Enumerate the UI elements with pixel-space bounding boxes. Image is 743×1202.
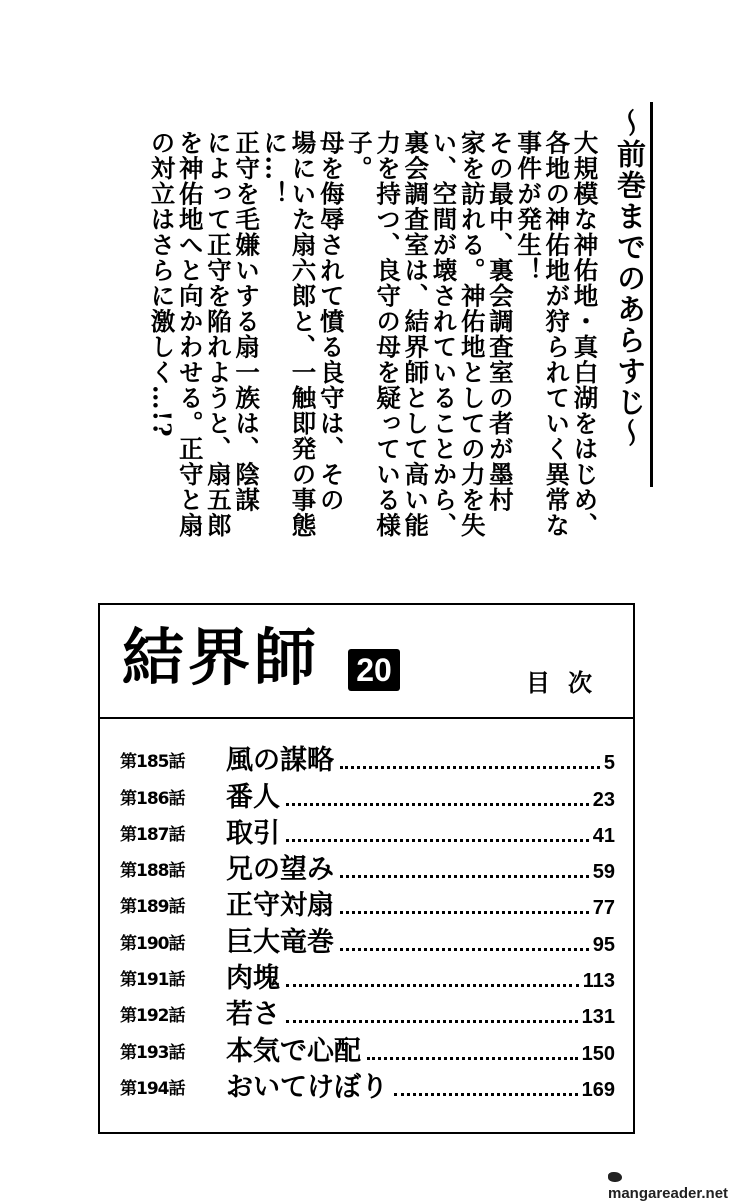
chapter-list (120, 740, 615, 1103)
chapter-title: 番人 (226, 781, 280, 813)
chapter-page: 23 (592, 788, 615, 811)
synopsis-line: を神佑地へと向かわせる。正守と扇 (175, 130, 205, 538)
dot-leader (340, 911, 589, 914)
watermark (608, 1168, 743, 1202)
chapter-title: 風の謀略 (226, 745, 334, 777)
synopsis-line: い、空間が壊されていることから、 (429, 130, 459, 538)
chapter-title: おいてけぼり (226, 1071, 388, 1103)
chapter-title: 巨大竜巻 (226, 926, 334, 958)
chapter-title: 取引 (226, 817, 280, 849)
chapter-row (120, 1067, 615, 1103)
dot-leader (340, 875, 589, 878)
synopsis-line: その最中、裏会調査室の者が墨村 (485, 130, 515, 513)
series-title: 結界師 (122, 621, 321, 694)
dot-leader (286, 984, 579, 987)
synopsis-line: 裏会調査室は、結界師として高い能 (401, 130, 431, 538)
chapter-row (120, 740, 615, 776)
synopsis-line: 各地の神佑地が狩られていく異常な (542, 130, 572, 538)
chapter-number: 第194話 (120, 1078, 185, 1099)
chapter-number: 第186話 (120, 788, 185, 809)
chapter-page: 131 (581, 1006, 615, 1029)
synopsis-line: 場にいた扇六郎と、一触即発の事態 (288, 130, 318, 538)
synopsis-line: の対立はさらに激しく…!? (147, 130, 177, 438)
synopsis-line: 大規模な神佑地・真白湖をはじめ、 (570, 130, 600, 538)
synopsis-line: 正守を毛嫌いする扇一族は、陰謀 (232, 130, 262, 513)
chapter-page: 5 (603, 752, 615, 775)
chapter-number: 第185話 (120, 752, 185, 773)
dot-leader (286, 803, 589, 806)
chapter-number: 第190話 (120, 933, 185, 954)
chapter-title: 本気で心配 (226, 1035, 361, 1067)
chapter-row (120, 813, 615, 849)
chapter-page: 169 (581, 1078, 615, 1101)
chapter-row (120, 958, 615, 994)
chapter-page: 59 (592, 861, 615, 884)
chapter-page: 41 (592, 824, 615, 847)
chapter-number: 第187話 (120, 824, 185, 845)
chapter-row (120, 885, 615, 921)
synopsis-line: 子。 (344, 130, 374, 181)
table-of-contents (98, 603, 635, 1134)
chapter-title: 兄の望み (226, 854, 334, 886)
dot-leader (340, 948, 589, 951)
synopsis-line: 母を侮辱されて憤る良守は、その (316, 130, 346, 513)
synopsis-line: 力を持つ、良守の母を疑っている様 (373, 130, 403, 538)
chapter-number: 第189話 (120, 897, 185, 918)
synopsis-line: によって正守を陥れようと、扇五郎 (203, 130, 233, 538)
watermark-logo-icon (608, 1172, 622, 1182)
chapter-title: 正守対扇 (226, 890, 334, 922)
chapter-row (120, 994, 615, 1030)
synopsis-line: 事件が発生！ (514, 130, 544, 283)
chapter-row (120, 776, 615, 812)
watermark-text: mangareader.net (608, 1185, 729, 1202)
synopsis-section (147, 100, 655, 538)
chapter-number: 第191話 (120, 970, 185, 991)
chapter-page: 95 (592, 933, 615, 956)
chapter-page: 77 (592, 897, 615, 920)
chapter-number: 第188話 (120, 861, 185, 882)
chapter-row (120, 1030, 615, 1066)
contents-label: 目次 (526, 669, 610, 697)
dot-leader (286, 1020, 578, 1023)
dot-leader (394, 1093, 578, 1096)
chapter-page: 150 (581, 1042, 615, 1065)
synopsis-heading: ～前巻までのあらすじ～ (613, 108, 647, 449)
chapter-number: 第193話 (120, 1042, 185, 1063)
toc-divider (100, 717, 633, 719)
dot-leader (340, 766, 600, 769)
chapter-title: 若さ (226, 999, 280, 1031)
synopsis-line: 家を訪れる。神佑地としての力を失 (457, 130, 487, 538)
volume-badge: 20 (348, 649, 400, 691)
chapter-row (120, 921, 615, 957)
chapter-number: 第192話 (120, 1006, 185, 1027)
chapter-title: 肉塊 (226, 963, 280, 995)
chapter-row (120, 849, 615, 885)
dot-leader (286, 839, 589, 842)
chapter-page: 113 (582, 970, 615, 993)
dot-leader (367, 1057, 578, 1060)
synopsis-line: に…！ (260, 130, 290, 207)
